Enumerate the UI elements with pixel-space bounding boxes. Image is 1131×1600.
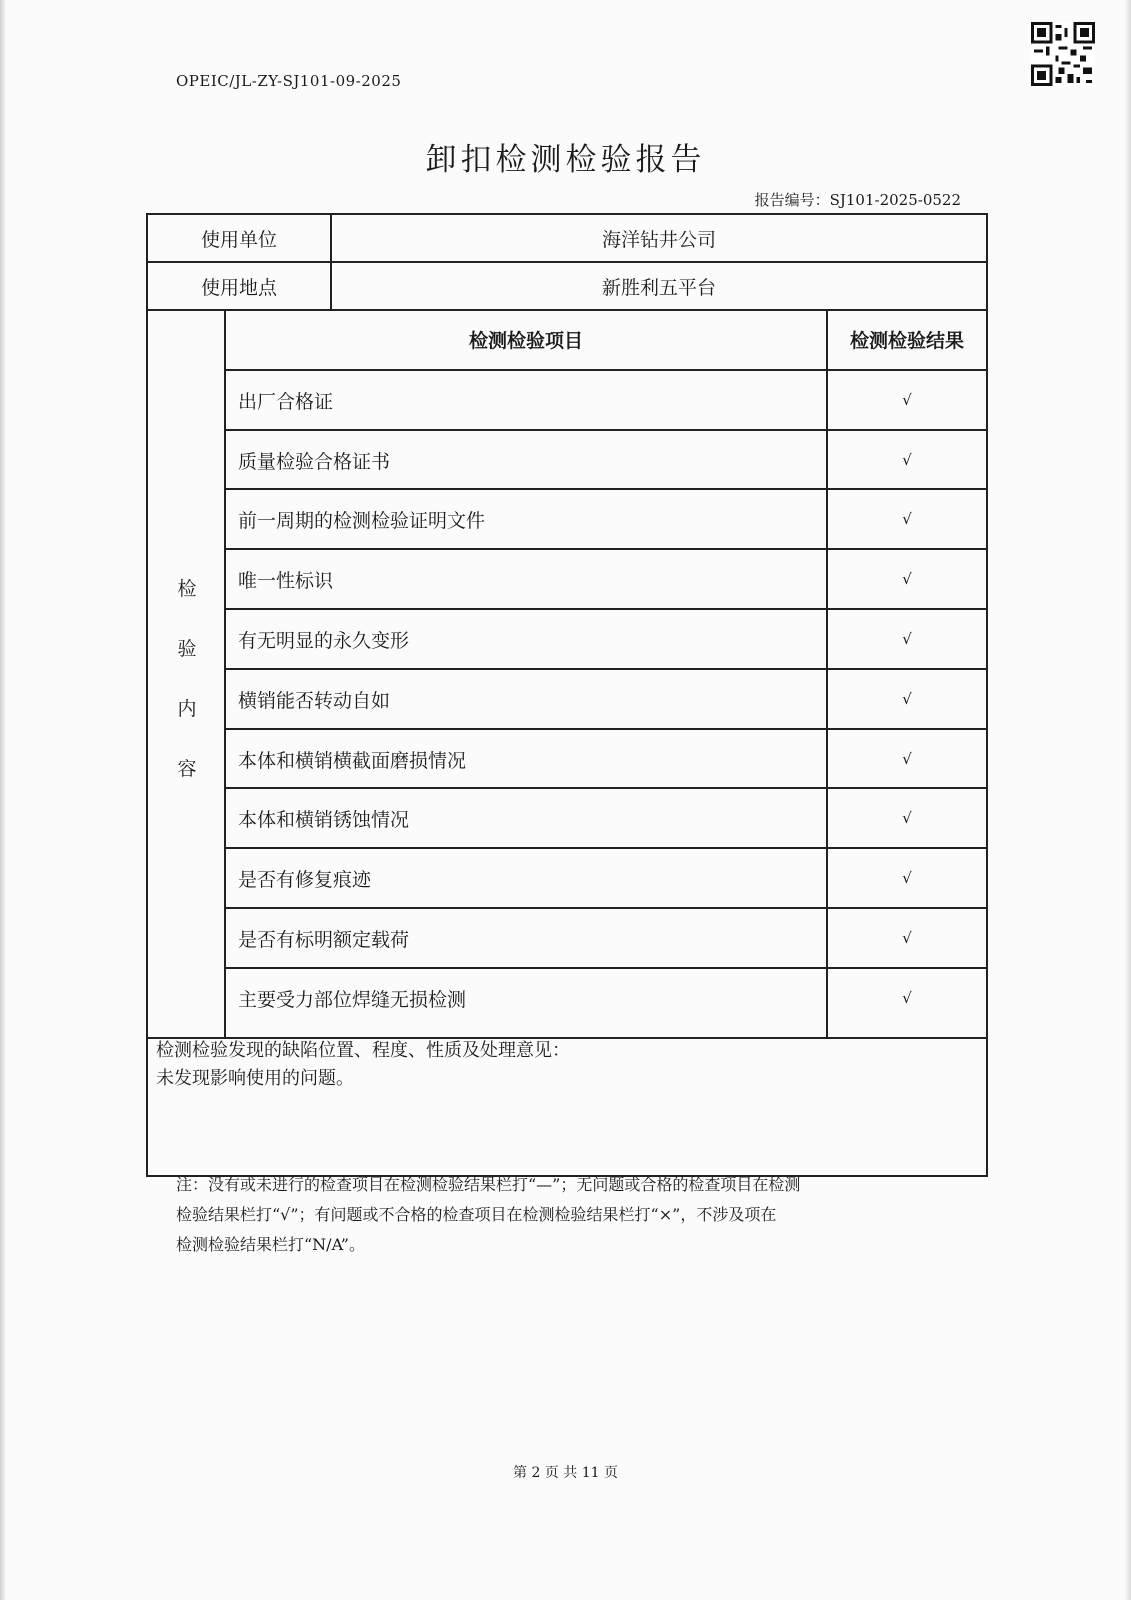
inspection-result: √ [902,929,912,947]
inspection-result: √ [902,570,912,588]
section-label-char: 验 [177,638,197,660]
inspection-result: √ [902,451,912,469]
section-label-char: 内 [177,698,197,720]
report-number: 报告编号：SJ101-2025-0522 [754,191,961,209]
document-code: OPEIC/JL-ZY-SJ101-09-2025 [176,72,402,90]
scan-edge-left [0,0,6,1600]
unit-label: 使用单位 [200,228,277,251]
result-column-header: 检测检验结果 [849,330,964,353]
location-value: 新胜利五平台 [601,276,716,299]
inspection-item: 出厂合格证 [238,390,334,413]
item-column-header: 检测检验项目 [468,330,583,353]
inspection-result: √ [902,630,912,648]
inspection-item: 质量检验合格证书 [238,450,391,473]
note-line: 检验结果栏打“√”；有问题或不合格的检查项目在检测检验结果栏打“×”，不涉及项在 [176,1205,777,1224]
section-label-char: 检 [177,578,197,600]
inspection-result: √ [902,869,912,887]
inspection-result: √ [902,989,912,1007]
unit-value: 海洋钻井公司 [601,228,716,251]
inspection-item: 本体和横销横截面磨损情况 [238,749,467,772]
inspection-result: √ [902,750,912,768]
inspection-result: √ [902,510,912,528]
inspection-item: 本体和横销锈蚀情况 [238,808,410,831]
inspection-item: 横销能否转动自如 [238,689,391,712]
inspection-item: 有无明显的永久变形 [238,629,410,652]
inspection-result: √ [902,391,912,409]
inspection-result: √ [902,690,912,708]
defects-section [156,1037,570,1093]
page-number: 第 2 页 共 11 页 [513,1465,618,1481]
note-line: 检测检验结果栏打“N/A”。 [176,1235,365,1254]
inspection-result: √ [902,809,912,827]
note-line: 注：没有或未进行的检查项目在检测检验结果栏打“—”；无问题或合格的检查项目在检测 [176,1175,801,1194]
inspection-item: 主要受力部位焊缝无损检测 [238,988,467,1011]
qr-code-icon [1031,22,1095,86]
inspection-item: 是否有标明额定载荷 [238,928,410,951]
note [176,1170,966,1260]
report-title: 卸扣检测检验报告 [425,142,706,178]
inspection-item: 唯一性标识 [238,569,334,592]
scan-edge-right [1125,0,1131,1600]
section-label-char: 容 [177,758,197,780]
inspection-item: 是否有修复痕迹 [238,868,372,891]
defects-text: 未发现影响使用的问题。 [156,1068,354,1089]
inspection-item: 前一周期的检测检验证明文件 [238,509,486,532]
defects-label: 检测检验发现的缺陷位置、程度、性质及处理意见： [156,1040,570,1061]
location-label: 使用地点 [200,276,277,299]
